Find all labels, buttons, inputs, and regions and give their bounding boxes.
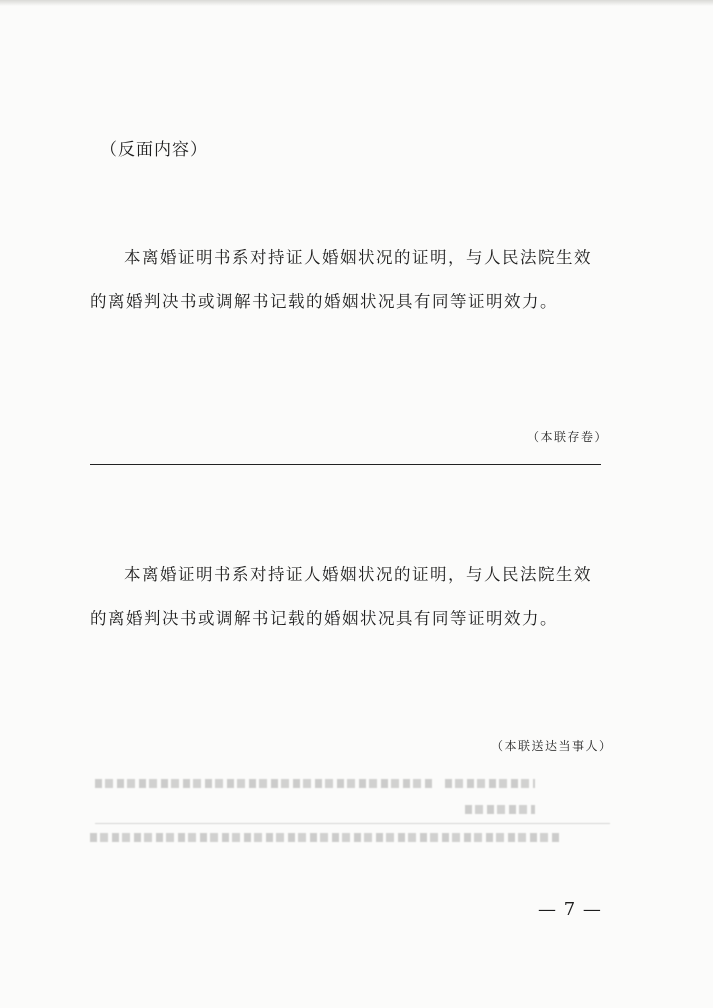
scan-edge (0, 0, 713, 6)
bleed-through-text (95, 775, 615, 850)
copy-note-archive: （本联存卷） (527, 430, 609, 444)
certificate-statement-archive (90, 236, 630, 324)
statement-line: 本离婚证明书系对持证人婚姻状况的证明，与人民法院生效 (124, 248, 592, 267)
certificate-statement-party (90, 553, 630, 641)
tear-off-divider (90, 464, 601, 465)
page-heading: （反面内容） (100, 140, 208, 160)
statement-line: 的离婚判决书或调解书记载的婚姻状况具有同等证明效力。 (90, 609, 558, 628)
page-number: — 7 — (538, 899, 602, 920)
statement-line: 本离婚证明书系对持证人婚姻状况的证明，与人民法院生效 (124, 565, 592, 584)
statement-line: 的离婚判决书或调解书记载的婚姻状况具有同等证明效力。 (90, 292, 558, 311)
copy-note-party: （本联送达当事人） (491, 739, 613, 753)
